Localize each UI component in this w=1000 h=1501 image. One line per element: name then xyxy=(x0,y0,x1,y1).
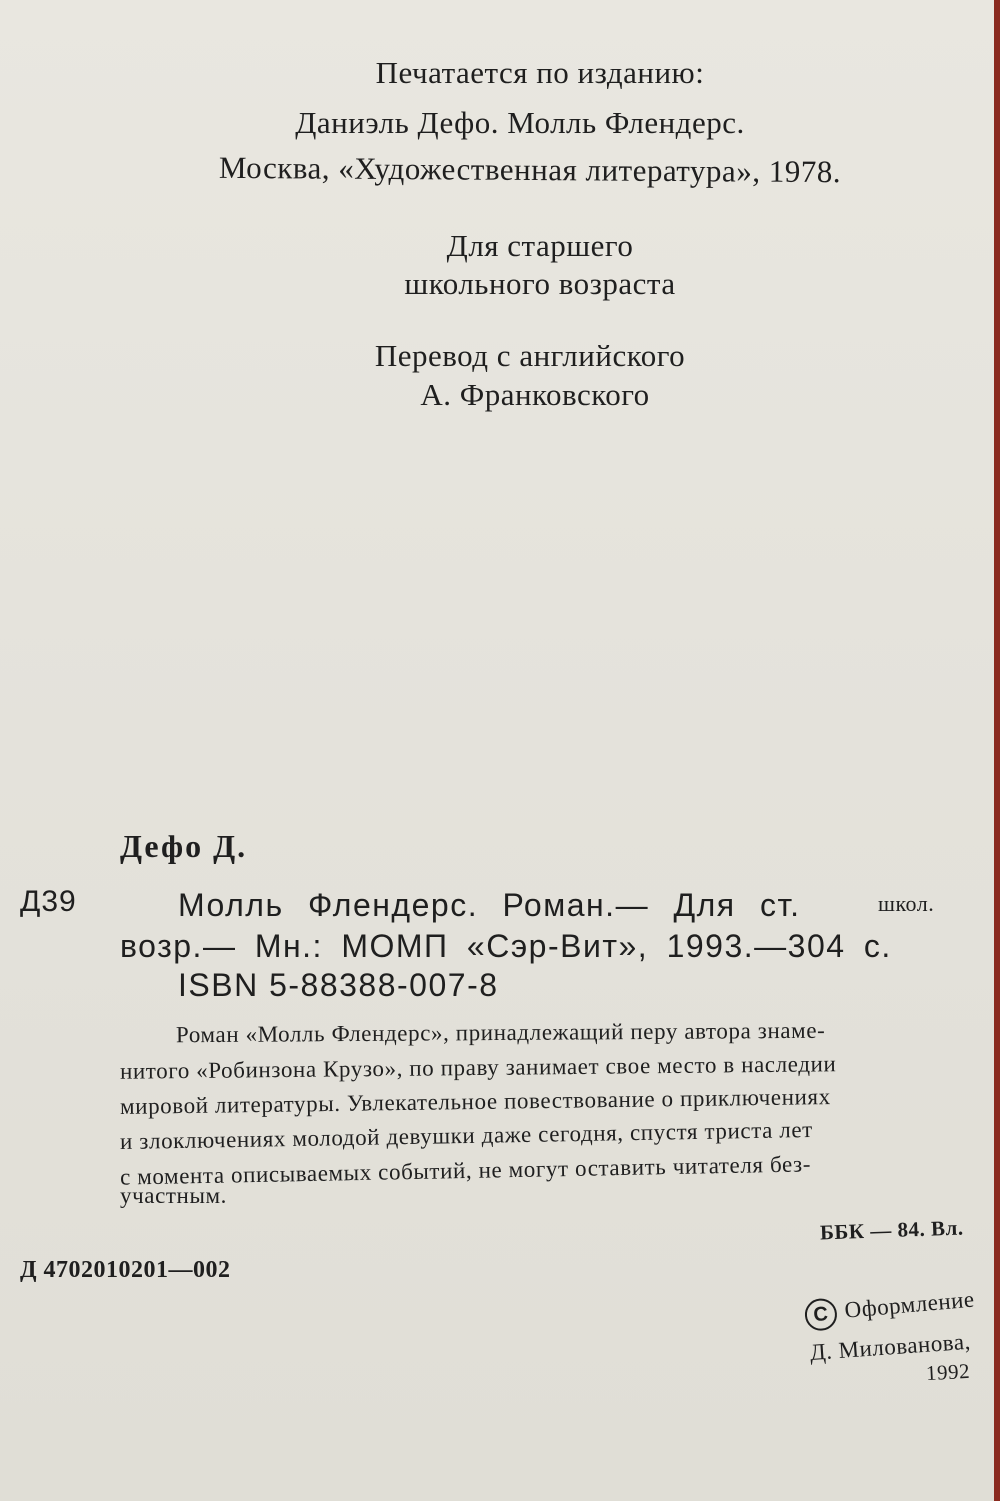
copyright-line2: Д. Милованова, xyxy=(809,1328,972,1365)
catalog-index: Д39 xyxy=(20,885,77,918)
abstract-line3: мировой литературы. Увлекательное повествование о приключениях xyxy=(119,1084,831,1119)
copyright-line1 xyxy=(804,1285,976,1332)
catalog-desc-abbr: школ. xyxy=(878,891,935,916)
edition-note-line2: Даниэль Дефо. Молль Флендерс. xyxy=(295,105,745,140)
abstract-line5: с момента описываемых событий, не могут оставить читателя без- xyxy=(119,1151,812,1190)
d-code: Д 4702010201—002 xyxy=(20,1257,231,1283)
copyright-design-label: Оформление xyxy=(843,1286,976,1323)
abstract-line2: нитого «Робинзона Крузо», по праву занимает свое место в наследии xyxy=(119,1051,837,1084)
cover-edge xyxy=(994,0,1000,1501)
catalog-desc-line1: Молль Флендерс. Роман.— Для ст. xyxy=(178,887,801,923)
edition-note-line3: Москва, «Художественная литература», 1978. xyxy=(218,149,842,190)
catalog-author: Дефо Д. xyxy=(120,828,248,864)
translation-line2: А. Франковского xyxy=(420,377,650,412)
catalog-isbn: ISBN 5-88388-007-8 xyxy=(178,967,499,1003)
abstract-line6: участным. xyxy=(120,1183,228,1208)
abstract-line1: Роман «Молль Флендерс», принадлежащий перу автора знаме- xyxy=(175,1017,826,1048)
bbk-code: ББК — 84. Вл. xyxy=(819,1215,964,1245)
copyright-year: 1992 xyxy=(925,1358,971,1386)
copyright-icon: С xyxy=(804,1297,839,1332)
catalog-desc-line2: возр.— Мн.: МОМП «Сэр-Вит», 1993.—304 с. xyxy=(120,928,892,964)
abstract-line4: и злоключениях молодой девушки даже сегодня, спустя триста лет xyxy=(119,1116,814,1155)
audience-line2: школьного возраста xyxy=(404,266,676,301)
edition-note-line1: Печатается по изданию: xyxy=(375,55,705,90)
audience-line1: Для старшего xyxy=(446,228,634,263)
translation-line1: Перевод с английского xyxy=(374,338,686,373)
